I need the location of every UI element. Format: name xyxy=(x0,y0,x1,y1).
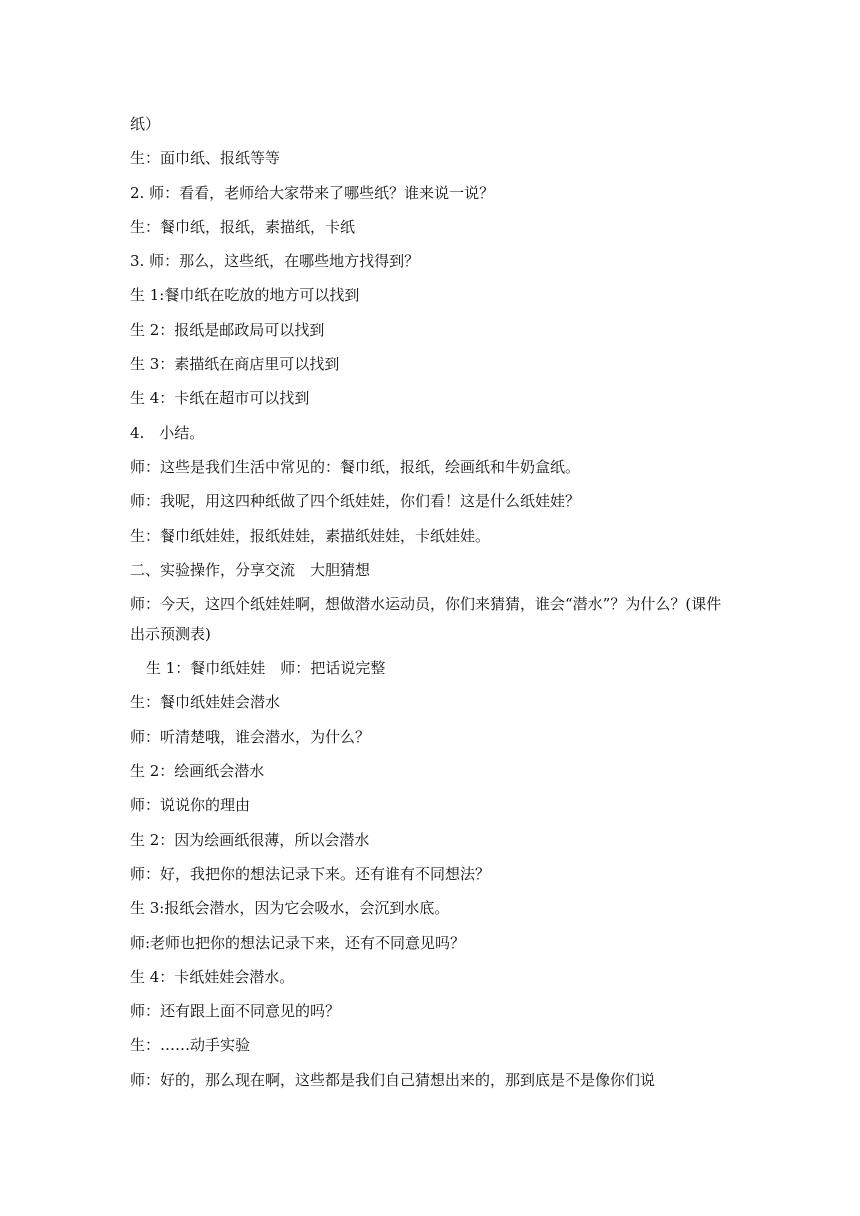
text-line: 3. 师：那么，这些纸，在哪些地方找得到？ xyxy=(130,252,420,271)
text-line: 师：听清楚哦，谁会潜水，为什么？ xyxy=(130,727,371,746)
text-line: 生 3：素描纸在商店里可以找到 xyxy=(130,355,340,374)
text-line: 生 4：卡纸娃娃会潜水。 xyxy=(130,967,295,986)
text-line: 生：……动手实验 xyxy=(130,1036,251,1055)
text-line: 4. 小结。 xyxy=(130,423,205,442)
text-line: 生 2：因为绘画纸很薄，所以会潜水 xyxy=(130,830,370,849)
text-line: 生 3:报纸会潜水，因为它会吸水，会沉到水底。 xyxy=(130,899,450,918)
document-body xyxy=(130,107,735,1097)
text-line: 生 1:餐巾纸在吃放的地方可以找到 xyxy=(130,286,360,305)
text-line: 生：面巾纸、报纸等等 xyxy=(130,149,281,168)
text-line: 师：我呢，用这四种纸做了四个纸娃娃，你们看！这是什么纸娃娃？ xyxy=(130,492,581,511)
text-line: 生 1：餐巾纸娃娃 师：把话说完整 xyxy=(146,659,386,678)
text-line: 师：好的，那么现在啊，这些都是我们自己猜想出来的，那到底是不是像你们说 xyxy=(130,1070,656,1089)
text-line: 师：今天，这四个纸娃娃啊，想做潜水运动员，你们来猜猜，谁会“潜水”？为什么？(课件出示预测表) xyxy=(130,595,722,644)
text-line: 师：这些是我们生活中常见的：餐巾纸，报纸，绘画纸和牛奶盒纸。 xyxy=(130,457,581,476)
text-line: 师：说说你的理由 xyxy=(130,796,251,815)
text-line: 生 2：报纸是邮政局可以找到 xyxy=(130,320,325,339)
text-line: 生：餐巾纸，报纸，素描纸，卡纸 xyxy=(130,217,356,236)
text-line: 师：还有跟上面不同意见的吗？ xyxy=(130,1002,341,1021)
text-line: 生：餐巾纸娃娃会潜水 xyxy=(130,693,281,712)
text-line: 生：餐巾纸娃娃，报纸娃娃，素描纸娃娃，卡纸娃娃。 xyxy=(130,526,491,545)
text-line: 师：好，我把你的想法记录下来。还有谁有不同想法？ xyxy=(130,864,491,883)
text-line: 生 2：绘画纸会潜水 xyxy=(130,762,265,781)
text-line: 纸） xyxy=(130,115,161,133)
text-line: 2. 师：看看，老师给大家带来了哪些纸？谁来说一说？ xyxy=(130,183,495,202)
text-line: 师:老师也把你的想法记录下来，还有不同意见吗？ xyxy=(130,933,466,952)
section-heading: 二、实验操作，分享交流 大胆猜想 xyxy=(130,560,371,579)
text-line: 生 4：卡纸在超市可以找到 xyxy=(130,389,310,408)
